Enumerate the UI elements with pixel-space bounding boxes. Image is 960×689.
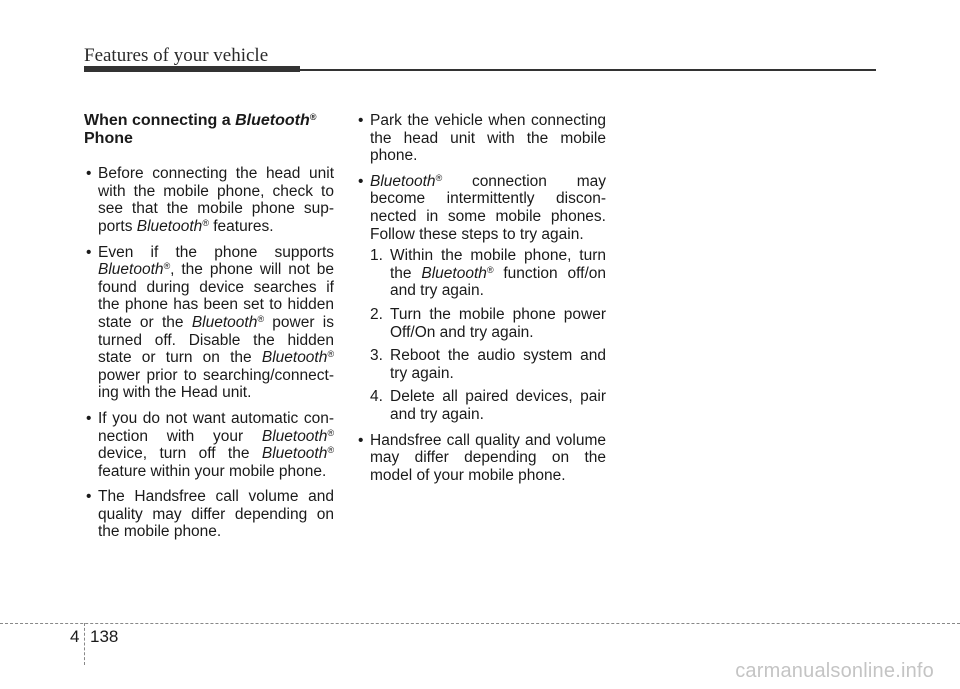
reg-mark: ® bbox=[327, 427, 334, 438]
text: Turn the mobile phone power Off/On and try again. bbox=[390, 305, 606, 341]
text: The Handsfree call volume and quality may differ depending on the mobile phone. bbox=[98, 488, 334, 541]
text: function off/on and try again. bbox=[390, 264, 606, 300]
step-number: 2. bbox=[370, 305, 383, 323]
text: features. bbox=[208, 217, 274, 235]
bullet-item bbox=[84, 410, 334, 480]
step-item bbox=[370, 347, 606, 382]
brand-term: Bluetooth bbox=[136, 217, 203, 235]
text: , the phone will not be found during device searches if the phone has been set to hidden state or the bbox=[98, 261, 334, 331]
text: Reboot the audio system and try again. bbox=[390, 347, 606, 382]
text: device, turn off the bbox=[98, 445, 262, 463]
step-item bbox=[370, 247, 606, 300]
text: power prior to searching/connect-ing with the Head unit. bbox=[98, 366, 334, 402]
text: Delete all paired devices, pair and try again. bbox=[390, 388, 606, 423]
header-rule-thin bbox=[300, 69, 876, 71]
page-number: 138 bbox=[90, 627, 119, 646]
bullet-item bbox=[84, 244, 334, 402]
reg-mark: ® bbox=[309, 112, 317, 122]
bullet-item bbox=[84, 165, 334, 235]
chapter-number: 4 bbox=[70, 627, 80, 646]
right-column bbox=[356, 112, 606, 492]
header-title: Features of your vehicle bbox=[84, 45, 269, 66]
text: feature within your mobile phone. bbox=[98, 462, 327, 480]
brand-term: Bluetooth bbox=[191, 313, 258, 331]
brand-term: Bluetooth bbox=[235, 112, 310, 129]
steps-list bbox=[370, 247, 606, 423]
text: power is turned off. Disable the hidden state or turn on the bbox=[98, 313, 334, 367]
bullet-item bbox=[356, 432, 606, 485]
step-item bbox=[370, 388, 606, 423]
brand-term: Bluetooth bbox=[261, 445, 328, 463]
step-number: 4. bbox=[370, 388, 383, 406]
left-column bbox=[84, 112, 334, 549]
brand-term: Bluetooth bbox=[261, 349, 328, 367]
text: connection may become intermittently discon-nected in some mobile phones. Follow these steps to try again. bbox=[370, 172, 606, 243]
bullet-item bbox=[84, 488, 334, 541]
heading-text: Phone bbox=[84, 129, 133, 147]
text: If you do not want automatic con-nection with your bbox=[98, 409, 334, 445]
footer-rule bbox=[0, 623, 960, 624]
header-rule-thick bbox=[84, 66, 300, 72]
reg-mark: ® bbox=[163, 261, 171, 272]
brand-term: Bluetooth bbox=[370, 172, 436, 190]
reg-mark: ® bbox=[486, 264, 494, 275]
step-item bbox=[370, 306, 606, 341]
reg-mark: ® bbox=[327, 445, 334, 456]
bullet-item bbox=[356, 112, 606, 165]
bullet-list bbox=[84, 165, 334, 541]
reg-mark: ® bbox=[435, 172, 443, 183]
bullet-list bbox=[356, 112, 606, 484]
bullet-item bbox=[356, 173, 606, 424]
brand-term: Bluetooth bbox=[98, 261, 164, 279]
reg-mark: ® bbox=[202, 217, 209, 228]
heading-text: When connecting a bbox=[84, 112, 236, 129]
text: Handsfree call quality and volume may differ depending on the model of your mobile phone. bbox=[370, 431, 606, 484]
text: Even if the phone supports bbox=[98, 243, 334, 261]
brand-term: Bluetooth bbox=[421, 264, 487, 282]
reg-mark: ® bbox=[327, 349, 334, 360]
text: Park the vehicle when connecting the head unit with the mobile phone. bbox=[370, 112, 606, 165]
footer-divider bbox=[84, 623, 85, 665]
section-heading bbox=[84, 112, 334, 147]
reg-mark: ® bbox=[257, 313, 264, 324]
step-number: 1. bbox=[370, 247, 383, 265]
text: Before connecting the head unit with the mobile phone, check to see that the mobile phone sup-ports bbox=[98, 165, 334, 235]
watermark: carmanualsonline.info bbox=[735, 660, 934, 682]
step-number: 3. bbox=[370, 347, 383, 365]
text: Within the mobile phone, turn the bbox=[390, 247, 606, 282]
brand-term: Bluetooth bbox=[261, 427, 328, 445]
